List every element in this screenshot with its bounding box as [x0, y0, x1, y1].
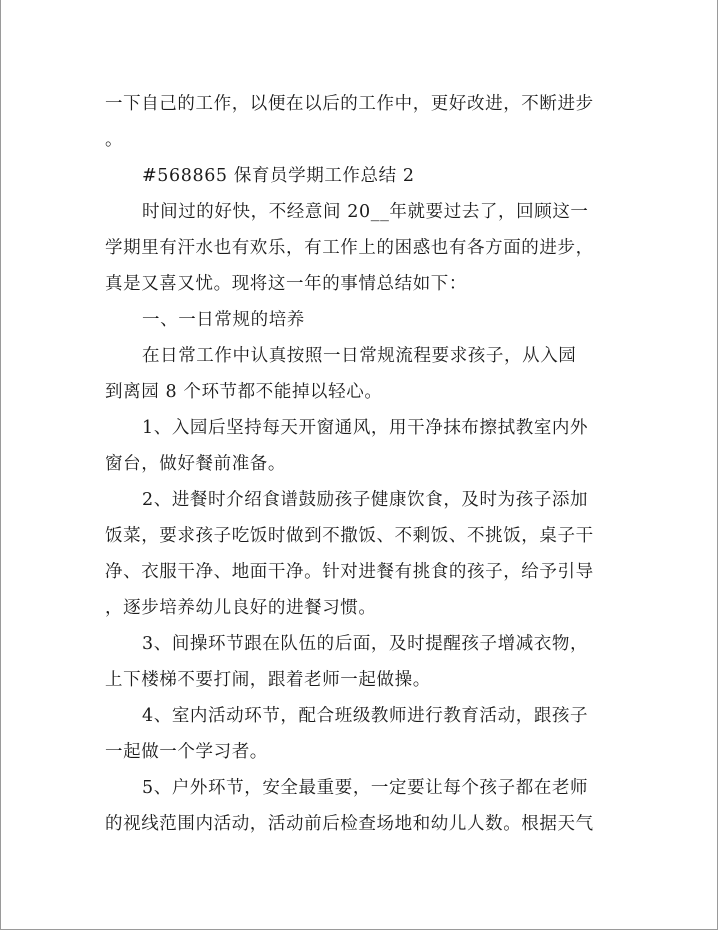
text-line: 上下楼梯不要打闹，跟着老师一起做操。 — [105, 670, 431, 690]
text-line: 时间过的好快，不经意间 20__年就要过去了，回顾这一 — [142, 202, 589, 222]
text-line: 3、间操环节跟在队伍的后面，及时提醒孩子增减衣物， — [142, 634, 589, 654]
text-line: 5、户外环节，安全最重要，一定要让每个孩子都在老师 — [142, 778, 589, 798]
text-line: #568865 保育员学期工作总结 2 — [142, 166, 415, 186]
text-line: 的视线范围内活动，活动前后检查场地和幼儿人数。根据天气 — [105, 814, 594, 834]
text-line: 学期里有汗水也有欢乐，有工作上的困惑也有各方面的进步， — [105, 238, 594, 258]
paragraph — [105, 338, 617, 410]
text-line: 真是又喜又忧。现将这一年的事情总结如下： — [105, 274, 467, 294]
text-line: 饭菜，要求孩子吃饭时做到不撒饭、不剩饭、不挑饭，桌子干 — [105, 526, 594, 546]
paragraph — [105, 86, 617, 158]
text-line: 4、室内活动环节，配合班级教师进行教育活动，跟孩子 — [142, 706, 589, 726]
text-line: 。 — [105, 130, 124, 150]
list-item — [105, 410, 617, 482]
section-heading — [105, 158, 617, 194]
text-line: 一起做一个学习者。 — [105, 742, 268, 762]
text-line: 到离园 8 个环节都不能掉以轻心。 — [105, 382, 383, 402]
text-line: 2、进餐时介绍食谱鼓励孩子健康饮食，及时为孩子添加 — [142, 490, 589, 510]
text-line: 一下自己的工作，以便在以后的工作中，更好改进，不断进步 — [105, 94, 594, 114]
text-line: 窗台，做好餐前准备。 — [105, 454, 286, 474]
list-item — [105, 770, 617, 842]
text-line: 一、一日常规的培养 — [142, 310, 305, 330]
paragraph — [105, 194, 617, 302]
text-line: ，逐步培养幼儿良好的进餐习惯。 — [105, 598, 377, 618]
document-body — [105, 86, 617, 842]
list-item — [105, 482, 617, 626]
subsection-heading — [105, 302, 617, 338]
list-item — [105, 626, 617, 698]
list-item — [105, 698, 617, 770]
text-line: 净、衣服干净、地面干净。针对进餐有挑食的孩子，给予引导 — [105, 562, 594, 582]
text-line: 1、入园后坚持每天开窗通风，用干净抹布擦拭教室内外 — [142, 418, 589, 438]
text-line: 在日常工作中认真按照一日常规流程要求孩子，从入园 — [142, 346, 577, 366]
